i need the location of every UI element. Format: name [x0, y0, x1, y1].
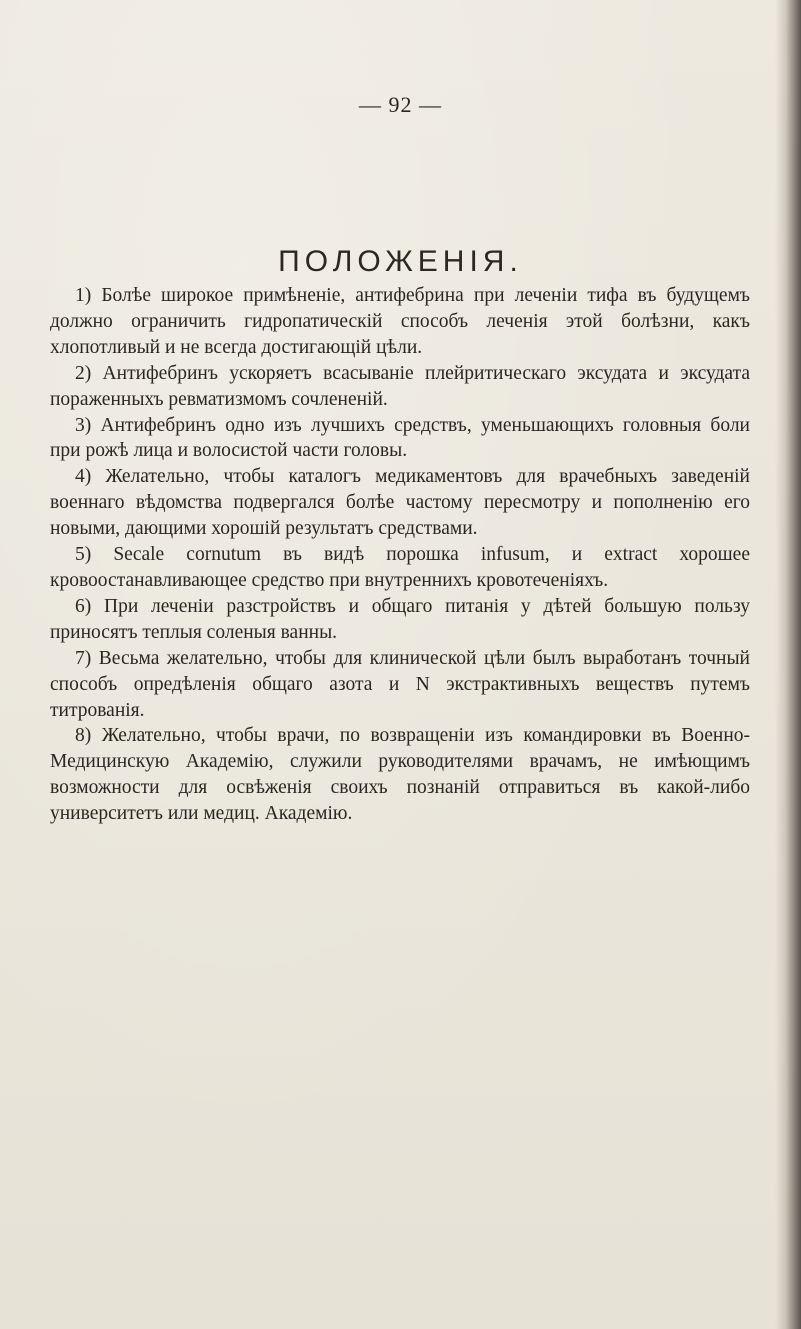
theses-list	[50, 283, 750, 827]
thesis-paragraph-5: 5) Secale cornutum въ видѣ порошка infusum, и extract хорошее кровоостанавливающее средство при внутреннихъ кровотеченіяхъ.	[50, 544, 750, 591]
thesis-paragraph-3: 3) Антифебринъ одно изъ лучшихъ средствъ, уменьшающихъ головныя боли при рожѣ лица и волосистой части головы.	[50, 414, 750, 462]
thesis-paragraph-1: 1) Болѣе широкое примѣненіе, антифебрина при леченіи тифа въ будущемъ должно ограничить гидропатическій способъ леченія этой болѣзни, какъ хлопотливый и не всегда достигающій цѣли.	[50, 285, 750, 358]
thesis-paragraph-4: 4) Желательно, чтобы каталогъ медикаментовъ для врачебныхъ заведеній военнаго вѣдомства подвергался болѣе частому пересмотру и пополненію его новыми, дающими хорошій результатъ средствами.	[50, 466, 750, 540]
section-heading: ПОЛОЖЕНІЯ.	[278, 245, 523, 278]
thesis-paragraph-8: 8) Желательно, чтобы врачи, по возвращеніи изъ командировки въ Военно-Медицинскую Академію, служили руководителями врачамъ, не имѣющимъ возможности для освѣженія своихъ познаній отправиться въ какой-либо университетъ или медиц. Академію.	[50, 725, 750, 825]
thesis-paragraph-7: 7) Весьма желательно, чтобы для клинической цѣли былъ выработанъ точный способъ опредѣленія общаго азота и N экстрактивныхъ веществъ путемъ титрованія.	[50, 647, 750, 721]
page-number: — 92 —	[359, 92, 442, 117]
thesis-paragraph-2: 2) Антифебринъ ускоряетъ всасываніе плейритическаго эксудата и эксудата пораженныхъ ревматизмомъ сочлененій.	[50, 362, 750, 410]
page-edge-shadow	[775, 0, 801, 1329]
thesis-paragraph-6: 6) При леченіи разстройствъ и общаго питанія у дѣтей большую пользу приносятъ теплыя соленыя ванны.	[50, 595, 750, 643]
